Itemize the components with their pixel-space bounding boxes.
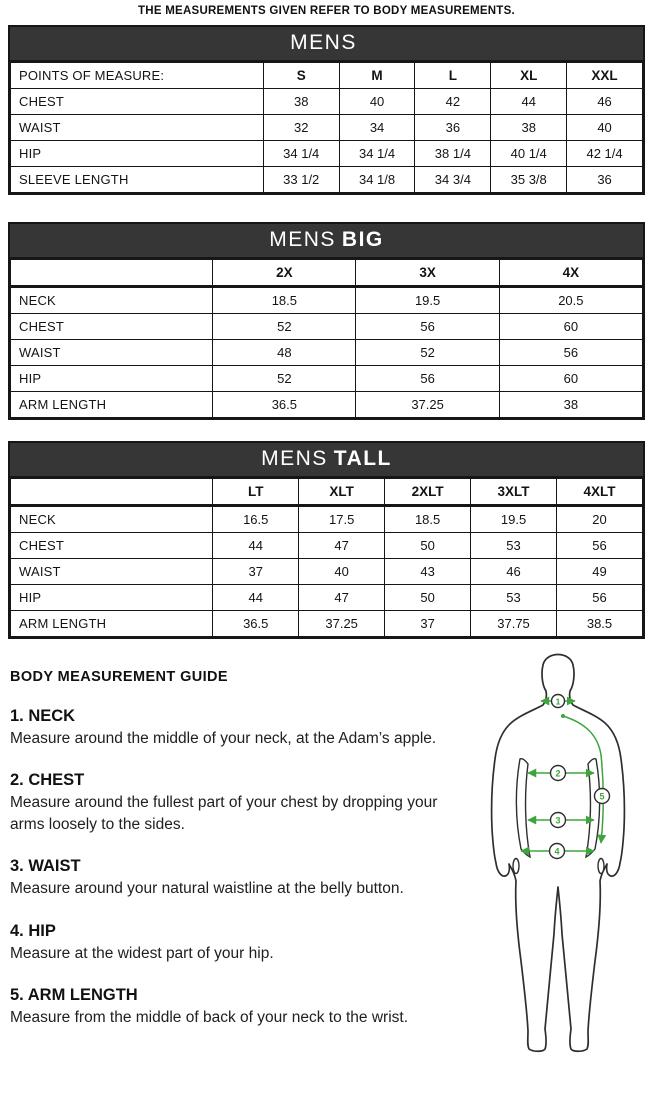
guide-item-title: 2. CHEST — [10, 771, 85, 790]
size-header-cell: XL — [491, 63, 567, 89]
size-header-cell: XXL — [567, 63, 643, 89]
arm-length-curve-start-dot — [561, 714, 565, 718]
mens-big-measurements-grid — [10, 259, 643, 418]
measure-label-cell: NECK — [11, 506, 213, 533]
measurement-row — [11, 115, 643, 141]
measure-value-cell: 47 — [299, 585, 385, 611]
size-header-cell: 2X — [213, 260, 356, 287]
measure-value-cell: 36.5 — [213, 611, 299, 637]
measurement-row — [11, 287, 643, 314]
measure-value-cell: 60 — [499, 366, 642, 392]
measure-value-cell: 40 — [299, 559, 385, 585]
measure-value-cell: 56 — [356, 314, 499, 340]
measure-label-cell: WAIST — [11, 115, 264, 141]
measurement-row — [11, 392, 643, 418]
marker-3-waist — [551, 813, 566, 828]
measure-value-cell: 36 — [567, 167, 643, 193]
guide-item-text: Measure from the middle of back of your neck to the wrist. — [10, 1008, 409, 1026]
size-header-cell: 3XLT — [471, 479, 557, 506]
size-header-row — [11, 63, 643, 89]
measure-value-cell: 18.5 — [385, 506, 471, 533]
guide-item-text: Measure at the widest part of your hip. — [10, 944, 274, 962]
guide-item-text: Measure around the middle of your neck, at the Adam’s apple. — [10, 730, 437, 747]
measure-label-cell: NECK — [11, 287, 213, 314]
mens-big-table-title — [10, 224, 643, 259]
measurement-row — [11, 141, 643, 167]
measure-value-cell: 34 1/4 — [339, 141, 415, 167]
measurement-row — [11, 167, 643, 193]
table-title-text: MENS — [261, 447, 328, 470]
measure-value-cell: 19.5 — [471, 506, 557, 533]
measurement-row — [11, 366, 643, 392]
svg-text:3: 3 — [555, 815, 561, 826]
guide-item-text: Measure around the fullest part of your chest by dropping your arms loosely to the sides. — [10, 794, 438, 833]
measure-value-cell: 36 — [415, 115, 491, 141]
measure-label-cell: HIP — [11, 366, 213, 392]
points-of-measure-label — [11, 260, 213, 287]
measure-label-cell: CHEST — [11, 89, 264, 115]
measure-value-cell: 38.5 — [557, 611, 643, 637]
measure-label-cell: WAIST — [11, 559, 213, 585]
measure-value-cell: 40 — [567, 115, 643, 141]
measure-value-cell: 53 — [471, 533, 557, 559]
measure-value-cell: 52 — [356, 340, 499, 366]
guide-item-text: Measure around your natural waistline at the belly button. — [10, 880, 404, 898]
measurement-row — [11, 314, 643, 340]
size-header-cell: XLT — [299, 479, 385, 506]
guide-item-neck — [10, 707, 465, 749]
mens-tall-measurements-grid — [10, 478, 643, 637]
measure-value-cell: 38 — [263, 89, 339, 115]
marker-5-arm-length — [595, 789, 610, 804]
measure-value-cell: 37.75 — [471, 611, 557, 637]
measure-value-cell: 56 — [356, 366, 499, 392]
measurement-row — [11, 506, 643, 533]
measure-value-cell: 46 — [471, 559, 557, 585]
measure-value-cell: 38 — [491, 115, 567, 141]
measure-value-cell: 32 — [263, 115, 339, 141]
measure-value-cell: 44 — [491, 89, 567, 115]
measure-value-cell: 49 — [557, 559, 643, 585]
table-title-text: MENS — [290, 31, 357, 54]
guide-item-arm-length — [10, 986, 465, 1028]
size-header-cell: 4X — [499, 260, 642, 287]
measure-value-cell: 34 1/8 — [339, 167, 415, 193]
measurement-row — [11, 585, 643, 611]
measurement-row — [11, 89, 643, 115]
measure-label-cell: HIP — [11, 585, 213, 611]
measure-value-cell: 17.5 — [299, 506, 385, 533]
body-measurement-guide — [10, 669, 645, 1028]
body-outline-illustration — [482, 647, 649, 1057]
svg-text:1: 1 — [555, 696, 561, 707]
measure-value-cell: 44 — [213, 585, 299, 611]
measure-value-cell: 34 3/4 — [415, 167, 491, 193]
mens-measurements-grid — [10, 62, 643, 193]
measure-value-cell: 37 — [213, 559, 299, 585]
mens-tall-table-title — [10, 443, 643, 478]
measurement-row — [11, 611, 643, 637]
measure-label-cell: SLEEVE LENGTH — [11, 167, 264, 193]
measurement-row — [11, 340, 643, 366]
measure-value-cell: 53 — [471, 585, 557, 611]
guide-item-title: 3. WAIST — [10, 857, 81, 876]
measure-value-cell: 16.5 — [213, 506, 299, 533]
guide-item-hip — [10, 922, 465, 964]
measure-value-cell: 42 — [415, 89, 491, 115]
size-header-cell: 2XLT — [385, 479, 471, 506]
marker-1-neck — [552, 695, 565, 708]
measurements-note: THE MEASUREMENTS GIVEN REFER TO BODY MEASUREMENTS. — [138, 5, 515, 17]
svg-text:5: 5 — [599, 791, 605, 802]
measure-value-cell: 37.25 — [356, 392, 499, 418]
guide-item-title: 1. NECK — [10, 707, 76, 725]
measure-value-cell: 43 — [385, 559, 471, 585]
points-of-measure-label: POINTS OF MEASURE: — [11, 63, 264, 89]
measure-value-cell: 36.5 — [213, 392, 356, 418]
measure-value-cell: 47 — [299, 533, 385, 559]
measure-value-cell: 60 — [499, 314, 642, 340]
measurement-row — [11, 533, 643, 559]
guide-item-waist — [10, 857, 465, 899]
marker-2-chest — [551, 766, 566, 781]
measure-value-cell: 35 3/8 — [491, 167, 567, 193]
measure-label-cell: ARM LENGTH — [11, 392, 213, 418]
right-hand-slit — [598, 859, 604, 874]
measure-label-cell: CHEST — [11, 314, 213, 340]
table-title-bold-text: TALL — [333, 447, 392, 470]
mens-size-table — [8, 25, 645, 195]
measure-value-cell: 40 1/4 — [491, 141, 567, 167]
svg-text:2: 2 — [555, 768, 561, 779]
measure-value-cell: 56 — [557, 533, 643, 559]
size-header-row — [11, 260, 643, 287]
measure-value-cell: 50 — [385, 533, 471, 559]
body-measurement-figure — [482, 647, 649, 1057]
marker-4-hip — [550, 844, 565, 859]
measure-value-cell: 52 — [213, 366, 356, 392]
measurement-row — [11, 559, 643, 585]
points-of-measure-label — [11, 479, 213, 506]
measure-label-cell: HIP — [11, 141, 264, 167]
measure-value-cell: 38 1/4 — [415, 141, 491, 167]
measure-value-cell: 20 — [557, 506, 643, 533]
size-header-row — [11, 479, 643, 506]
mens-big-size-table — [8, 222, 645, 420]
measure-value-cell: 44 — [213, 533, 299, 559]
size-header-cell: 3X — [356, 260, 499, 287]
measure-value-cell: 50 — [385, 585, 471, 611]
table-title-bold-text: BIG — [341, 228, 384, 251]
measure-value-cell: 42 1/4 — [567, 141, 643, 167]
measure-value-cell: 19.5 — [356, 287, 499, 314]
guide-item-chest — [10, 771, 465, 835]
measure-label-cell: ARM LENGTH — [11, 611, 213, 637]
size-header-cell: L — [415, 63, 491, 89]
measure-value-cell: 46 — [567, 89, 643, 115]
guide-heading: BODY MEASUREMENT GUIDE — [10, 669, 228, 685]
measure-value-cell: 37.25 — [299, 611, 385, 637]
size-header-cell: LT — [213, 479, 299, 506]
size-header-cell: S — [263, 63, 339, 89]
left-hand-slit — [513, 859, 519, 874]
measure-value-cell: 56 — [499, 340, 642, 366]
measure-value-cell: 48 — [213, 340, 356, 366]
measure-value-cell: 34 — [339, 115, 415, 141]
size-header-cell: 4XLT — [557, 479, 643, 506]
svg-text:4: 4 — [554, 846, 560, 857]
measure-value-cell: 38 — [499, 392, 642, 418]
measure-value-cell: 40 — [339, 89, 415, 115]
measure-label-cell: WAIST — [11, 340, 213, 366]
measure-label-cell: CHEST — [11, 533, 213, 559]
guide-item-title: 5. ARM LENGTH — [10, 985, 138, 1004]
size-header-cell: M — [339, 63, 415, 89]
measure-value-cell: 34 1/4 — [263, 141, 339, 167]
table-title-text: MENS — [269, 228, 336, 251]
mens-table-title — [10, 27, 643, 62]
measure-value-cell: 20.5 — [499, 287, 642, 314]
guide-item-title: 4. HIP — [10, 921, 56, 940]
measure-value-cell: 37 — [385, 611, 471, 637]
measure-value-cell: 56 — [557, 585, 643, 611]
measure-value-cell: 18.5 — [213, 287, 356, 314]
mens-tall-size-table — [8, 441, 645, 639]
measure-value-cell: 33 1/2 — [263, 167, 339, 193]
measure-value-cell: 52 — [213, 314, 356, 340]
